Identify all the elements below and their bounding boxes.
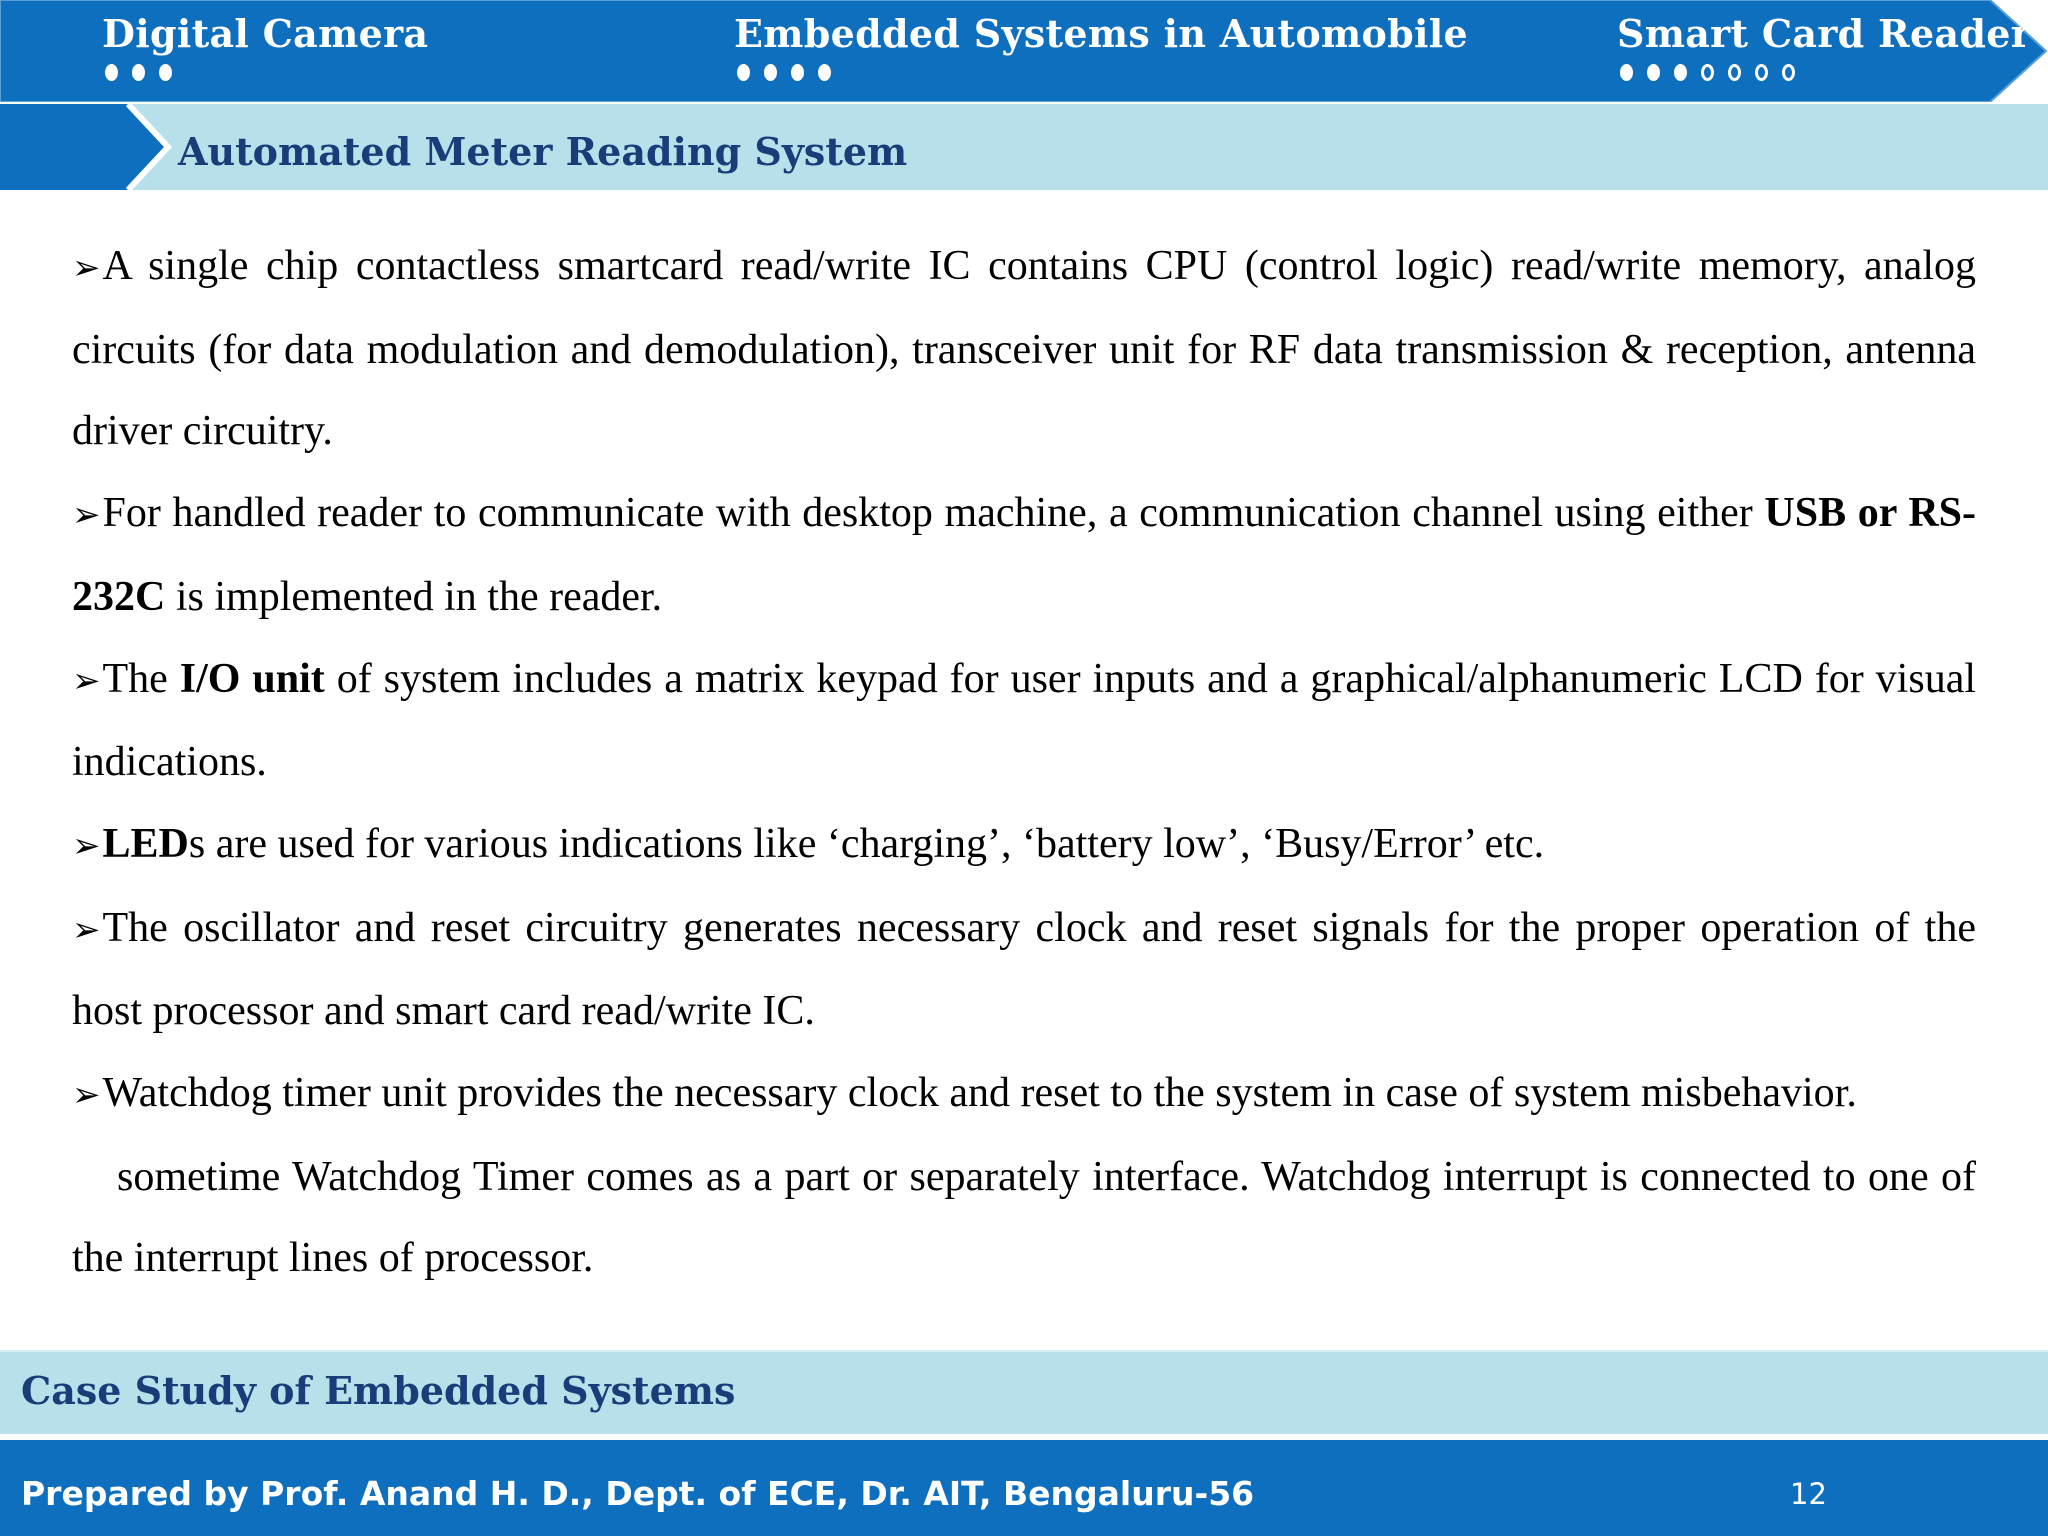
emphasis-text: USB or RS-232C xyxy=(72,490,1976,620)
page-number: 12 xyxy=(1790,1477,1827,1511)
paragraph-text: For handled reader to communicate with desktop machine, a communication channel using either xyxy=(102,490,1765,537)
progress-dot-filled[interactable] xyxy=(791,64,804,81)
arrow-bullet-icon xyxy=(72,905,103,951)
progress-dot-filled[interactable] xyxy=(1647,64,1660,81)
paragraph-text: A single chip contactless smartcard read/write IC contains CPU (control logic) read/write memory, analog circuits (for data modulation and demodulation), transceiver unit for RF data transmission & reception, antenna driver circuitry. xyxy=(72,243,1976,455)
note-paragraph xyxy=(72,1137,1976,1300)
emphasis-text: I/O unit xyxy=(179,655,325,702)
progress-dot-filled[interactable] xyxy=(159,64,172,81)
nav-label: Embedded Systems in Automobile xyxy=(734,11,1468,56)
progress-dot-filled[interactable] xyxy=(818,64,831,81)
progress-dot-filled[interactable] xyxy=(764,64,777,81)
nav-label: Digital Camera xyxy=(102,11,429,56)
nav-label: Smart Card Reader xyxy=(1617,11,2032,56)
nav-section-digital-camera[interactable] xyxy=(102,10,428,81)
paragraph-text: The xyxy=(102,655,180,702)
paragraph-text: The oscillator and reset circuitry generates necessary clock and reset signals for the proper operation of the host processor and smart card read/write IC. xyxy=(72,904,1976,1035)
arrow-bullet-icon xyxy=(72,821,103,867)
emphasis-text: LED xyxy=(102,820,189,867)
progress-dot-filled[interactable] xyxy=(1674,64,1687,81)
arrow-bullet-icon xyxy=(72,656,103,702)
bullet-paragraph xyxy=(72,226,1976,473)
nav-progress-dots xyxy=(102,64,428,81)
paragraph-text: Watchdog timer unit provides the necessary clock and reset to the system in case of system misbehavior. xyxy=(102,1070,1857,1117)
section-title: Automated Meter Reading System xyxy=(178,129,908,174)
paragraph-text: sometime Watchdog Timer comes as a part or separately interface. Watchdog interrupt is connected to one of the interrupt lines of processor. xyxy=(72,1153,1976,1282)
arrow-bullet-icon xyxy=(72,490,103,536)
arrow-bullet-icon xyxy=(72,1070,103,1116)
nav-progress-dots xyxy=(734,64,1468,81)
bullet-paragraph xyxy=(72,639,1976,804)
progress-dot-filled[interactable] xyxy=(105,64,118,81)
paragraph-text: s are used for various indications like ‘charging’, ‘battery low’, ‘Busy/Error’ etc. xyxy=(188,820,1545,867)
nav-section-smart-card-reader[interactable] xyxy=(1617,10,2031,81)
progress-dot-empty[interactable] xyxy=(1701,64,1714,81)
bullet-paragraph xyxy=(72,473,1976,638)
progress-dot-empty[interactable] xyxy=(1728,64,1741,81)
progress-dot-filled[interactable] xyxy=(132,64,145,81)
bullet-paragraph xyxy=(72,804,1976,888)
progress-dot-filled[interactable] xyxy=(1620,64,1633,81)
nav-section-embedded-automobile[interactable] xyxy=(734,10,1468,81)
progress-dot-empty[interactable] xyxy=(1755,64,1768,81)
progress-dot-filled[interactable] xyxy=(737,64,750,81)
paragraph-text: of system includes a matrix keypad for user inputs and a graphical/alphanumeric LCD for visual indications. xyxy=(72,655,1976,786)
bullet-paragraph xyxy=(72,888,1976,1053)
nav-progress-dots xyxy=(1617,64,2031,81)
footer-credit: Prepared by Prof. Anand H. D., Dept. of ECE, Dr. AIT, Bengaluru-56 xyxy=(21,1474,1255,1513)
paragraph-text: is implemented in the reader. xyxy=(165,573,663,620)
top-navigation-bar xyxy=(0,0,2048,102)
bullet-paragraph xyxy=(72,1053,1976,1137)
progress-dot-empty[interactable] xyxy=(1782,64,1795,81)
slide-body xyxy=(72,226,1976,1300)
arrow-bullet-icon xyxy=(72,243,103,289)
footer-title: Case Study of Embedded Systems xyxy=(21,1368,736,1413)
